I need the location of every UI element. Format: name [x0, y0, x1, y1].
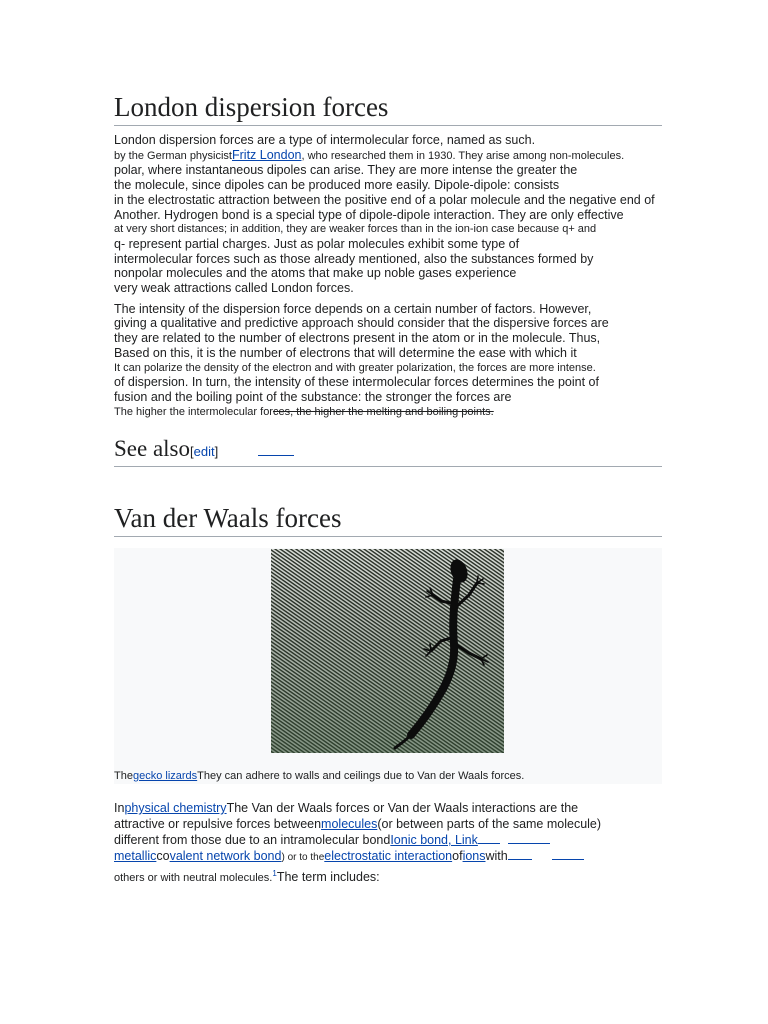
- page-title: London dispersion forces: [114, 90, 662, 126]
- text-line: The higher the intermolecular forces, the higher the melting and boiling points.: [114, 405, 494, 418]
- paragraph-intro: [114, 133, 662, 296]
- text-line: London dispersion forces are a type of intermolecular force, named as such.: [114, 133, 536, 147]
- text-line: they are related to the number of electrons present in the atom or in the molecule. Thus,: [114, 331, 601, 346]
- text-line: at very short distances; in addition, they are weaker forces than in the ion-ion case because q+ and: [114, 223, 597, 236]
- text-line: q- represent partial charges. Just as polar molecules exhibit some type of: [114, 236, 520, 251]
- empty-link-underline[interactable]: [552, 849, 584, 860]
- text-line: The intensity of the dispersion force depends on a certain number of factors. However,: [114, 301, 592, 316]
- text-line: giving a qualitative and predictive approach should consider that the dispersive forces are: [114, 316, 609, 331]
- text-line: very weak attractions called London forces.: [114, 281, 354, 296]
- reference-mark[interactable]: 1: [272, 869, 277, 878]
- figure-caption: Thegecko lizardsThey can adhere to walls and ceilings due to Van der Waals forces.: [114, 770, 525, 782]
- electrostatic-interaction-link[interactable]: electrostatic interaction: [324, 849, 453, 863]
- text-line: nonpolar molecules and the atoms that make up noble gases experience: [114, 266, 517, 281]
- text-line: different from those due to an intramolecular bondIonic bond, Link: [114, 832, 662, 848]
- ions-link[interactable]: ions: [462, 849, 486, 863]
- ionic-bond-link[interactable]: Ionic bond, Link: [390, 833, 478, 847]
- text-line: metalliccovalent network bond) or to theelectrostatic interactionofionswith: [114, 848, 662, 866]
- text-line: Based on this, it is the number of electrons that will determine the ease with which it: [114, 345, 577, 360]
- text-line: others or with neutral molecules.$^1$The term includes:: [114, 869, 380, 885]
- text-line: of dispersion. In turn, the intensity of these intermolecular forces determines the point of: [114, 375, 599, 390]
- see-also-heading: See also[edit]: [114, 435, 662, 467]
- text-line: fusion and the boiling point of the substance: the stronger the forces are: [114, 389, 512, 404]
- text-line: It can polarize the density of the electron and with greater polarization, the forces are more intense.: [114, 361, 596, 374]
- covalent-network-bond-link[interactable]: valent network bond: [169, 849, 282, 863]
- edit-section: [edit]: [190, 444, 219, 460]
- gecko-lizards-link[interactable]: gecko lizards: [132, 770, 198, 782]
- text-line: the molecule, since dipoles can be produced more easily. Dipole-dipole: consists: [114, 178, 560, 193]
- fritz-london-link[interactable]: Fritz London: [232, 147, 302, 162]
- text-line: intermolecular forces such as those already mentioned, also the substances formed by: [114, 251, 594, 266]
- edit-link[interactable]: edit: [193, 444, 215, 460]
- figure-box: [114, 548, 662, 784]
- physical-chemistry-link[interactable]: physical chemistry: [124, 801, 227, 815]
- molecules-link[interactable]: molecules: [321, 817, 378, 831]
- section-title-van-der-waals: Van der Waals forces: [114, 501, 662, 537]
- article: [114, 90, 662, 537]
- text-line: by the German physicistFritz London, who researched them in 1930. They arise among non-molecules.: [114, 147, 625, 162]
- text-line: polar, where instantaneous dipoles can arise. They are more intense the greater the: [114, 163, 578, 178]
- paragraph-intensity: [114, 302, 662, 420]
- empty-link-underline[interactable]: [508, 833, 550, 844]
- metallic-link[interactable]: metallic: [114, 849, 157, 863]
- text-line: in the electrostatic attraction between the positive end of a polar molecule and the negative end of: [114, 192, 655, 207]
- gecko-image[interactable]: [271, 549, 504, 753]
- paragraph-van-der-waals: [114, 800, 662, 886]
- text-line: attractive or repulsive forces betweenmolecules(or between parts of the same molecule): [114, 817, 602, 831]
- empty-link-underline[interactable]: [508, 849, 532, 860]
- empty-link-underline[interactable]: [258, 445, 294, 456]
- text-line: Inphysical chemistryThe Van der Waals forces or Van der Waals interactions are the: [114, 801, 579, 815]
- text-line: Another. Hydrogen bond is a special type of dipole-dipole interaction. They are only effective: [114, 207, 624, 222]
- empty-link-underline[interactable]: [478, 833, 500, 844]
